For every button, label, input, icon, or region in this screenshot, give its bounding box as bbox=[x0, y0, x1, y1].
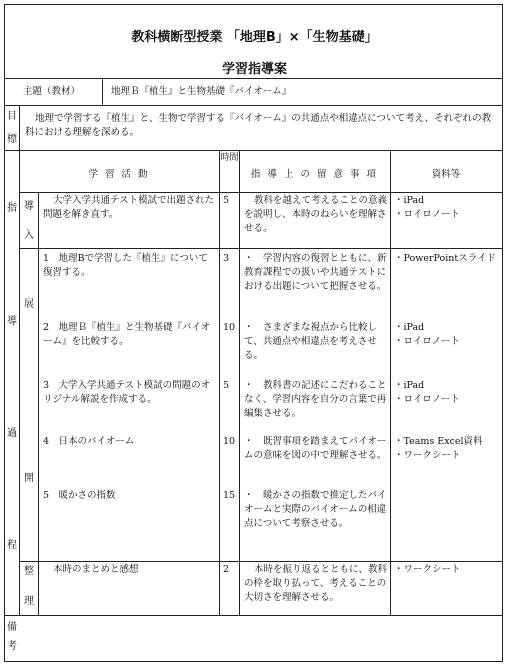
phase-dev-char-1: 展 bbox=[24, 299, 34, 310]
rule-under-goal bbox=[5, 150, 502, 151]
rule-time-left bbox=[219, 150, 220, 615]
dev1-activity: 1 地理Bで学習した『植生』について復習する。 bbox=[43, 253, 208, 278]
phase-wrap-char-1: 整 bbox=[24, 566, 34, 577]
dev2-activity: 2 地理Ｂ『植生』と生物基礎『バイオーム』を比較する。 bbox=[43, 322, 211, 347]
goal-text: 地理で学習する『植生』と、生物で学習する『バイオーム』の共通点や相違点について考え、それぞれの教科における理解を深める。 bbox=[25, 113, 492, 138]
column-header-notes: 指 導 上 の 留 意 事 項 bbox=[250, 169, 379, 180]
dev1-notes: ・ 学習内容の復習とともに、新教育課程での扱いや共通テストにおける出題について把握させる。 bbox=[244, 253, 387, 292]
intro-materials: ・iPad ・ロイロノート bbox=[394, 195, 460, 220]
rule-under-theme bbox=[5, 105, 502, 106]
rule-under-development bbox=[19, 561, 502, 562]
dev4-notes: ・ 既習事項を踏まえてバイオームの意味を図の中で理解させる。 bbox=[244, 436, 387, 461]
phase-dev-char-2: 開 bbox=[24, 473, 34, 484]
rule-under-wrapup bbox=[5, 615, 502, 616]
wrap-time: 2 bbox=[223, 564, 230, 575]
theme-label: 主題（教材） bbox=[23, 86, 81, 97]
dev5-activity: 5 暖かさの指数 bbox=[43, 490, 116, 501]
rule-materials-left bbox=[390, 150, 391, 615]
dev2-notes: ・ さまざまな視点から比較して、共通点や相違点を考えさせる。 bbox=[244, 322, 378, 361]
dev3-activity: 3 大学入学共通テスト模試の問題のオリジナル解説を作成する。 bbox=[43, 380, 211, 405]
guidance-label-char-1: 指 bbox=[7, 203, 17, 214]
dev4-materials: ・Teams Excel資料 ・ワークシート bbox=[394, 436, 483, 461]
guidance-label-char-2: 導 bbox=[7, 316, 17, 327]
document-subtitle: 学習指導案 bbox=[221, 62, 287, 77]
phase-intro-char-2: 入 bbox=[24, 230, 34, 241]
wrap-materials: ・ワークシート bbox=[394, 564, 461, 575]
rule-theme-divider bbox=[102, 78, 103, 105]
column-header-materials: 資料等 bbox=[431, 169, 461, 180]
intro-time: 5 bbox=[223, 195, 230, 206]
remarks-label-char-2: 考 bbox=[7, 641, 17, 652]
dev1-time: 3 bbox=[223, 253, 230, 264]
dev2-time: 10 bbox=[223, 322, 236, 333]
document-title: 教科横断型授業 「地理B」×「生物基礎」 bbox=[131, 30, 378, 45]
goal-label-char-1: 目 bbox=[7, 111, 17, 122]
dev2-materials: ・iPad ・ロイロノート bbox=[394, 322, 460, 347]
column-header-time: 時間 bbox=[220, 153, 239, 163]
guidance-label-char-3: 過 bbox=[7, 428, 17, 439]
dev5-time: 15 bbox=[223, 490, 236, 501]
goal-label-char-2: 標 bbox=[7, 134, 17, 145]
rule-under-column-header bbox=[19, 192, 502, 193]
column-header-activity: 学 習 活 動 bbox=[88, 169, 150, 180]
dev3-time: 5 bbox=[223, 380, 230, 391]
dev3-notes: ・ 教科書の記述にこだわることなく、学習内容を自分の言葉で再編集させる。 bbox=[244, 380, 387, 419]
remarks-label-char-1: 備 bbox=[7, 622, 17, 633]
rule-time-right bbox=[239, 150, 240, 615]
rule-phase-column bbox=[38, 192, 39, 615]
lesson-plan-table bbox=[4, 4, 503, 662]
dev3-materials: ・iPad ・ロイロノート bbox=[394, 380, 460, 405]
theme-value: 地理Ｂ『植生』と生物基礎『バイオーム』 bbox=[111, 86, 292, 97]
dev1-materials: ・PowerPointスライド bbox=[394, 253, 496, 264]
rule-left-label-column bbox=[19, 105, 20, 615]
wrap-activity: 本時のまとめと感想 bbox=[53, 564, 139, 575]
phase-intro-char-1: 導 bbox=[24, 201, 34, 212]
dev4-activity: 4 日本のバイオーム bbox=[43, 436, 135, 447]
rule-under-intro bbox=[19, 248, 502, 249]
intro-activity: 大学入学共通テスト模試で出題された問題を解き直す。 bbox=[43, 195, 215, 220]
dev5-notes: ・ 暖かさの指数で推定したバイオームと実際のバイオームの相違点について考察させる。 bbox=[244, 490, 387, 529]
intro-notes: 教科を越えて考えることの意義を説明し、本時のねらいを理解させる。 bbox=[244, 195, 388, 234]
wrap-notes: 本時を振り返るとともに、教科の枠を取り払って、考えることの大切さを理解させる。 bbox=[244, 564, 388, 603]
rule-under-title bbox=[5, 78, 502, 79]
phase-wrap-char-2: 理 bbox=[24, 596, 34, 607]
guidance-label-char-4: 程 bbox=[7, 540, 17, 551]
dev4-time: 10 bbox=[223, 436, 236, 447]
